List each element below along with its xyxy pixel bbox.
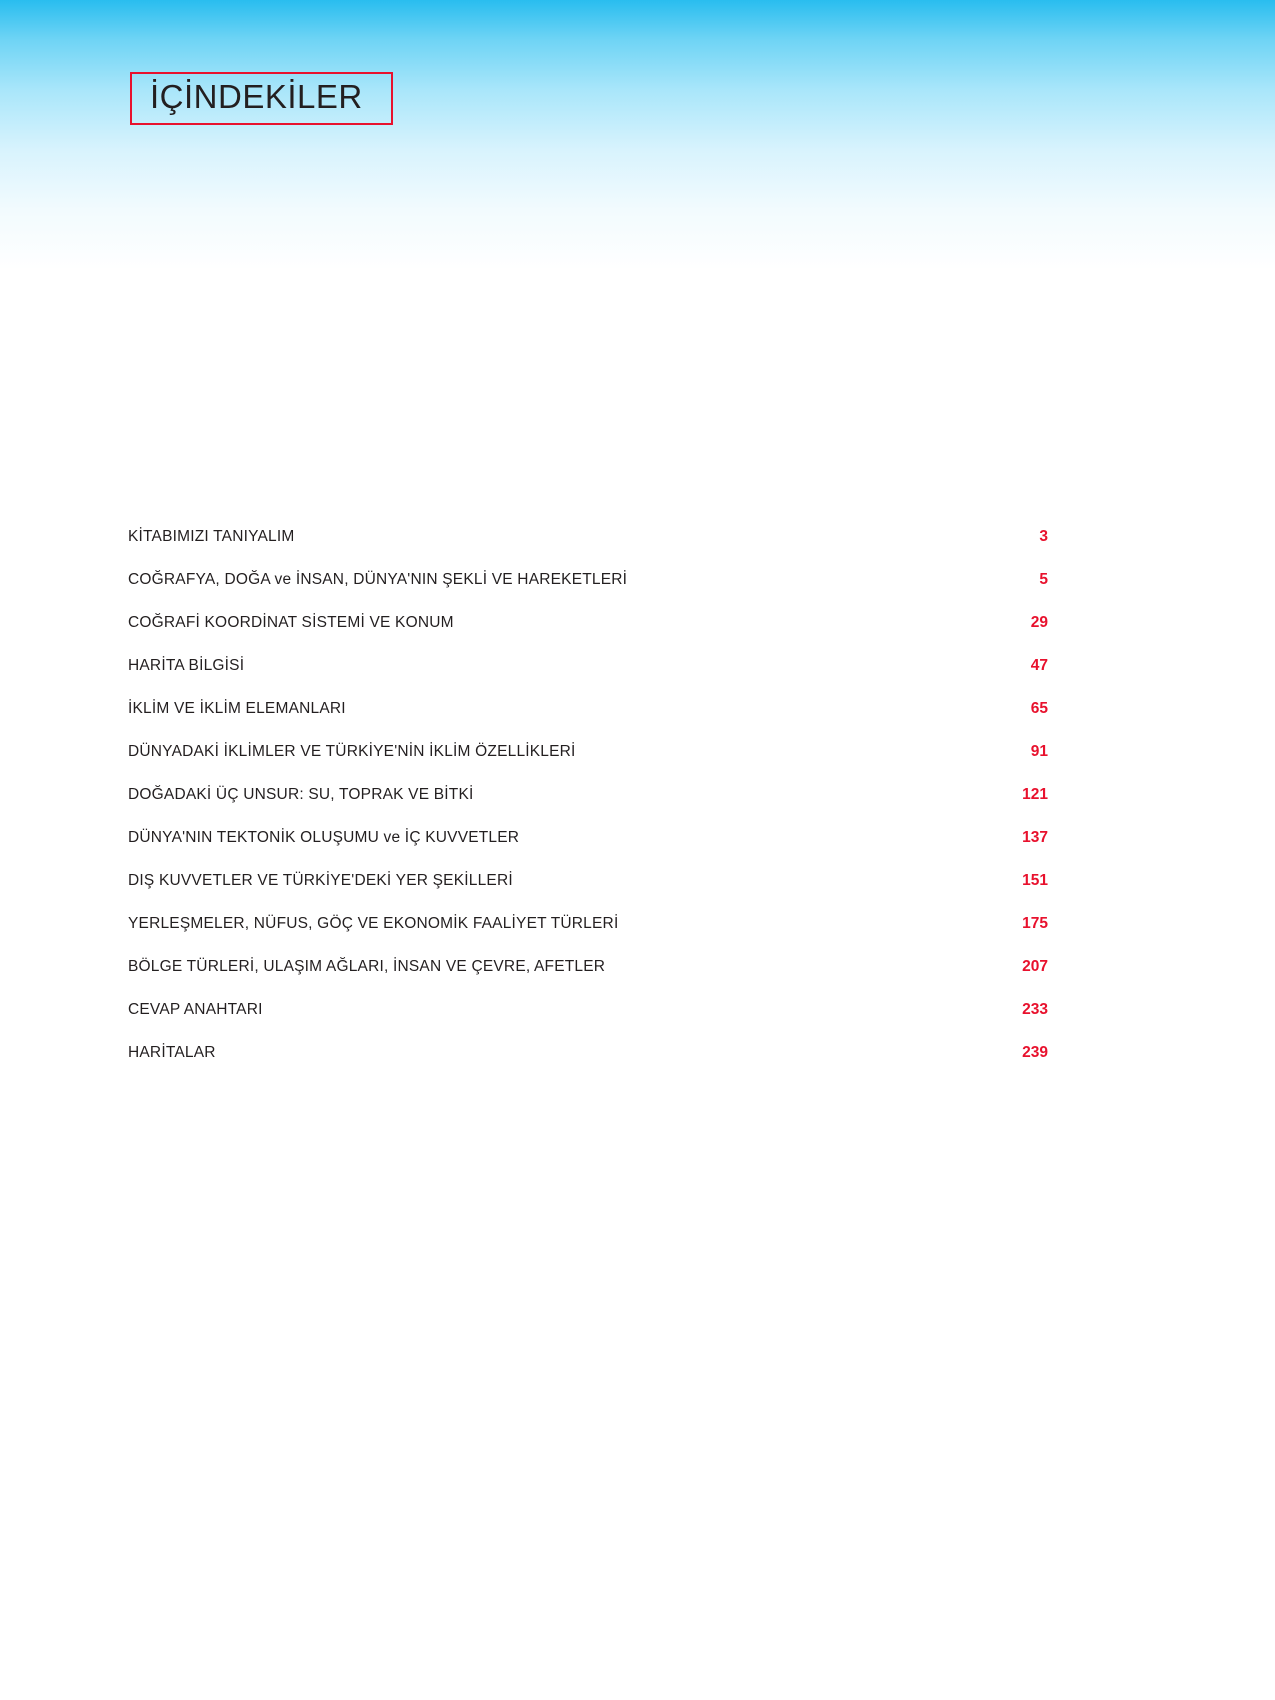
toc-leader-dots <box>630 583 1038 584</box>
toc-leader-dots <box>621 927 1021 928</box>
toc-entry-label: DIŞ KUVVETLER VE TÜRKİYE'DEKİ YER ŞEKİLLERİ <box>128 872 513 889</box>
toc-entry-page: 91 <box>1030 743 1048 760</box>
toc-entry-label: DÜNYADAKİ İKLİMLER VE TÜRKİYE'NİN İKLİM ÖZELLİKLERİ <box>128 743 576 760</box>
toc-entry[interactable] <box>128 528 1048 571</box>
toc-leader-dots <box>457 626 1030 627</box>
toc-entry[interactable] <box>128 1001 1048 1044</box>
toc-entry[interactable] <box>128 1044 1048 1087</box>
toc-entry-label: DOĞADAKİ ÜÇ UNSUR: SU, TOPRAK VE BİTKİ <box>128 786 474 803</box>
toc-entry-label: HARİTALAR <box>128 1044 216 1061</box>
toc-entry-page: 29 <box>1030 614 1048 631</box>
toc-leader-dots <box>247 669 1030 670</box>
toc-entry-page: 5 <box>1039 571 1048 588</box>
toc-entry[interactable] <box>128 700 1048 743</box>
toc-leader-dots <box>608 970 1021 971</box>
toc-entry-page: 121 <box>1022 786 1048 803</box>
toc-entry[interactable] <box>128 657 1048 700</box>
toc-entry[interactable] <box>128 743 1048 786</box>
toc-entry-label: DÜNYA'NIN TEKTONİK OLUŞUMU ve İÇ KUVVETLER <box>128 829 520 846</box>
toc-entry-label: COĞRAFYA, DOĞA ve İNSAN, DÜNYA'NIN ŞEKLİ VE HAREKETLERİ <box>128 571 628 588</box>
page-title: İÇİNDEKİLER <box>150 78 363 115</box>
toc-entry-label: YERLEŞMELER, NÜFUS, GÖÇ VE EKONOMİK FAALİYET TÜRLERİ <box>128 915 619 932</box>
toc-entry-label: KİTABIMIZI TANIYALIM <box>128 528 295 545</box>
toc-entry-label: CEVAP ANAHTARI <box>128 1001 263 1018</box>
toc-entry[interactable] <box>128 915 1048 958</box>
toc-leader-dots <box>579 755 1030 756</box>
toc-entry-page: 207 <box>1022 958 1048 975</box>
toc-leader-dots <box>216 1056 1021 1057</box>
toc-entry-label: HARİTA BİLGİSİ <box>128 657 245 674</box>
toc-leader-dots <box>263 1013 1022 1014</box>
toc-entry[interactable] <box>128 786 1048 829</box>
toc-entry[interactable] <box>128 571 1048 614</box>
toc-entry[interactable] <box>128 614 1048 657</box>
toc-entry-page: 233 <box>1022 1001 1048 1018</box>
toc-entry-page: 239 <box>1022 1044 1048 1061</box>
page-title-box <box>130 72 393 125</box>
toc-entry-page: 151 <box>1022 872 1048 889</box>
toc-entry-page: 175 <box>1022 915 1048 932</box>
toc-leader-dots <box>295 540 1039 541</box>
toc-entry-page: 137 <box>1022 829 1048 846</box>
table-of-contents <box>128 528 1048 1087</box>
toc-leader-dots <box>477 798 1022 799</box>
toc-entry-label: BÖLGE TÜRLERİ, ULAŞIM AĞLARI, İNSAN VE ÇEVRE, AFETLER <box>128 958 606 975</box>
toc-entry-page: 65 <box>1030 700 1048 717</box>
toc-entry-label: COĞRAFİ KOORDİNAT SİSTEMİ VE KONUM <box>128 614 454 631</box>
toc-leader-dots <box>516 884 1021 885</box>
toc-leader-dots <box>349 712 1030 713</box>
toc-entry-label: İKLİM VE İKLİM ELEMANLARI <box>128 700 346 717</box>
toc-entry[interactable] <box>128 872 1048 915</box>
toc-entry-page: 47 <box>1030 657 1048 674</box>
toc-entry[interactable] <box>128 829 1048 872</box>
toc-entry-page: 3 <box>1039 528 1048 545</box>
toc-entry[interactable] <box>128 958 1048 1001</box>
toc-leader-dots <box>522 841 1021 842</box>
